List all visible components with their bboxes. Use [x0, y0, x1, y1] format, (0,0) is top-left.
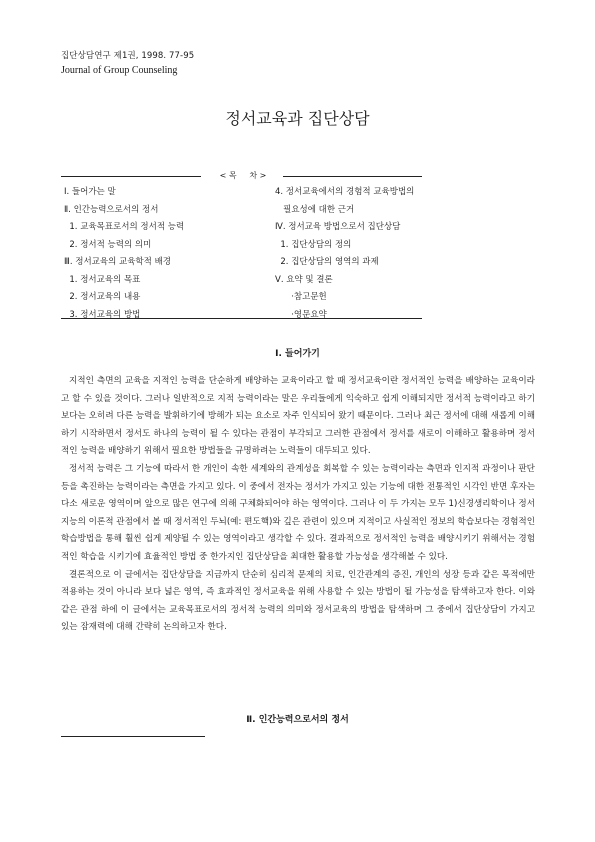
toc-item: Ⅴ. 요약 및 결론: [275, 274, 333, 285]
toc-item: 1. 교육목표로서의 정서적 능력: [64, 222, 185, 232]
body-text: [61, 373, 535, 637]
section-heading: Ⅱ. 인간능력으로서의 정서: [246, 715, 349, 725]
toc-bottom-rule: [61, 318, 422, 319]
toc-item: ·참고문헌: [275, 292, 327, 302]
section-heading: Ⅰ. 들어가기: [275, 349, 320, 359]
toc-rule-left: [61, 176, 201, 177]
toc-item: 1. 정서교육의 목표: [64, 274, 141, 285]
paragraph: 결론적으로 이 글에서는 집단상담을 지금까지 단순히 심리적 문제의 치료, 인간관계의 증진, 개인의 성장 등과 같은 목적에만 적용하는 것이 아니라 보다 넓은 영역, 즉 효과적인 정서교육을 위해 사용할 수 있는 방법이 될 가능성을 탐색하고자 한다. 이와 같은 관점 하에 이 글에서는 교육목표로서의 정서적 능력의 의미와 정서교육의 방법을 탐색하며 그 중에서 집단상담이 가지고 있는 잠재력에 대해 간략히 논의하고자 한다.: [61, 569, 535, 633]
toc-item: 2. 정서적 능력의 의미: [64, 239, 152, 250]
toc-item: Ⅳ. 정서교육 방법으로서 집단상담: [275, 222, 401, 232]
toc-item: Ⅲ. 정서교육의 교육학적 배경: [64, 257, 171, 267]
toc-item: Ⅰ. 들어가는 말: [64, 187, 116, 197]
toc-right-column: [275, 184, 414, 324]
paragraph: 지적인 측면의 교육을 지적인 능력을 단순하게 배양하는 교육이라고 할 때 정서교육이란 정서적인 능력을 배양하는 교육이라고 할 수 있을 것이다. 그러나 일반적으로 지적 능력이라는 말은 우리들에게 익숙하고 쉽게 이해되지만 정서적 능력이라고 하기보다는 오히려 다른 능력을 발휘하기에 방해가 되는 요소로 자주 인식되어 왔기 때문이다. 그러나 최근 정서에 대해 새롭게 이해하기 시작하면서 정서도 하나의 능력이 될 수 있다는 관점이 부각되고 그러한 관점에서 정서를 새로이 이해하고 활용하며 정서적인 능력을 배양하기 위해서 필요한 방법들을 규명하려는 노력들이 대두되고 있다.: [61, 376, 535, 457]
journal-name: Journal of Group Counseling: [61, 65, 178, 76]
toc-left-column: [64, 184, 184, 324]
toc-item: 2. 정서교육의 내용: [64, 292, 141, 302]
toc-item: ·영문요약: [275, 309, 327, 320]
toc-item: 3. 정서교육의 방법: [64, 309, 141, 320]
citation-header: 집단상담연구 제1권, 1998. 77-95: [61, 51, 195, 61]
paragraph: 정서적 능력은 그 기능에 따라서 한 개인이 속한 세계와의 관계성을 회복할 수 있는 능력이라는 측면과 인지적 과정이나 판단 등을 촉진하는 능력이라는 측면을 가지고 있다. 이 중에서 전자는 정서가 가지고 있는 기능에 대한 전통적인 시각인 반면 후자는 다소 새로운 영역이며 앞으로 많은 연구에 의해 구체화되어야 하는 영역이다. 그러나 이 두 가지는 모두 1)신경생리학이나 정서 지능의 이론적 관점에서 볼 때 정서적인 두뇌(예: 편도핵)와 깊은 관련이 있으며 지적이고 사실적인 정보의 학습보다는 경험적인 학습방법을 통해 훨씬 쉽게 제양될 수 있는 영역이라고 생각할 수 있다. 결과적으로 정서적인 능력을 배양시키기 위해서는 경험적인 학습을 시키기에 효율적인 방법 중 한가지인 집단상담을 최대한 활용할 가능성을 생각해볼 수 있다.: [61, 463, 535, 562]
page-title: 정서교육과 집단상담: [225, 109, 370, 128]
toc-label: < 목 차 >: [219, 171, 267, 180]
toc-rule-right: [283, 176, 422, 177]
toc-item: 1. 집단상담의 정의: [275, 239, 352, 250]
toc-item: 4. 정서교육에서의 경험적 교육방법의: [275, 187, 415, 197]
toc-item: 2. 집단상담의 영역의 과제: [275, 257, 379, 267]
toc-item: 필요성에 대한 근거: [275, 204, 355, 215]
footnote-rule: [61, 736, 205, 737]
toc-item: Ⅱ. 인간능력으로서의 정서: [64, 204, 159, 215]
